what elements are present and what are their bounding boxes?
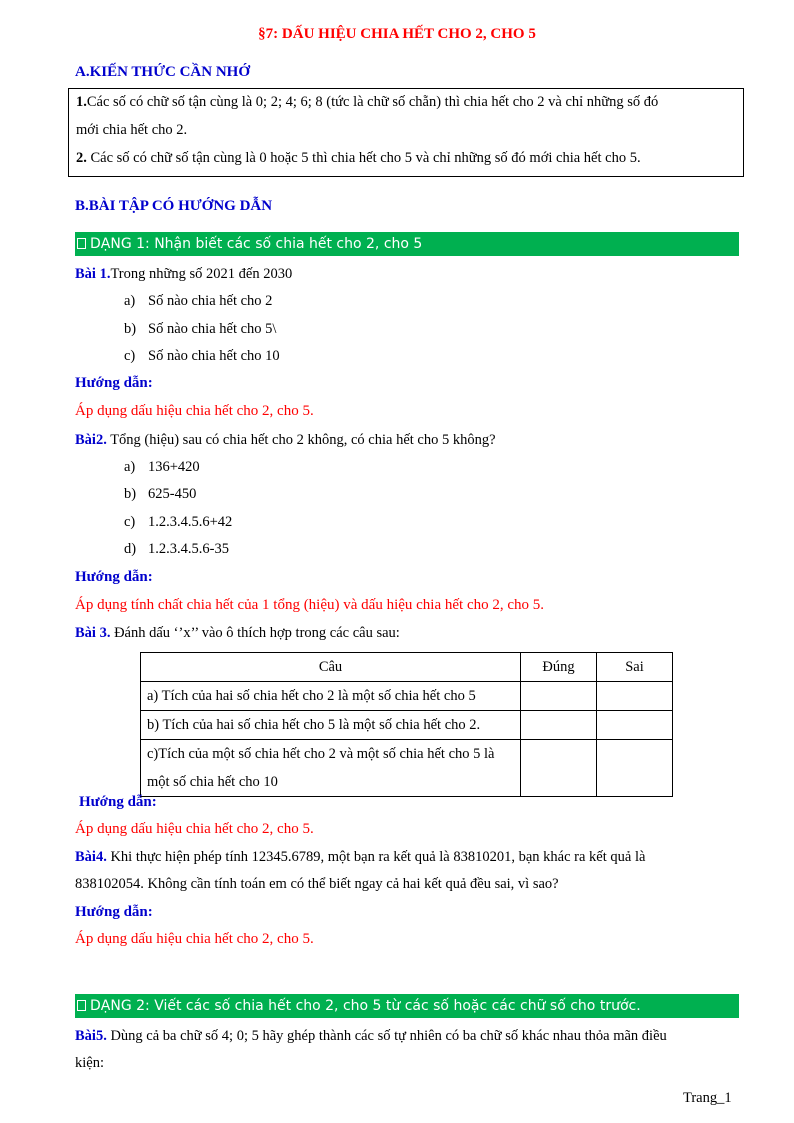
header-dung: Đúng <box>521 653 597 682</box>
knowledge-text-3: Các số có chữ số tận cùng là 0 hoặc 5 thì chia hết cho 5 và chỉ những số đó mới chia hết cho 5. <box>86 150 641 166</box>
item-text: Số nào chia hết cho 5\ <box>148 321 277 337</box>
answer-table <box>140 652 673 797</box>
item-label: b) <box>124 486 137 502</box>
row-question: a) Tích của hai số chia hết cho 2 là một số chia hết cho 5 <box>141 682 521 711</box>
table-row <box>141 682 673 711</box>
row-question: b) Tích của hai số chia hết cho 5 là một số chia hết cho 2. <box>141 711 521 740</box>
dang1-bar <box>75 232 739 256</box>
bai1-text: Trong những số 2021 đến 2030 <box>110 266 293 282</box>
header-cau: Câu <box>141 653 521 682</box>
table-header-row <box>141 653 673 682</box>
dang1-label: DẠNG 1: Nhận biết các số chia hết cho 2, cho 5 <box>90 236 423 252</box>
bai3-prompt <box>75 625 400 642</box>
bai5-text-2: kiện: <box>75 1055 104 1071</box>
row-question-line1: c)Tích của một số chia hết cho 2 và một số chia hết cho 5 là <box>147 746 495 762</box>
bai5-prompt <box>75 1028 667 1045</box>
bai2-number: Bài2. <box>75 432 107 448</box>
row-sai-cell[interactable] <box>597 740 673 797</box>
section-a-heading: A.KIẾN THỨC CẦN NHỚ <box>75 64 251 80</box>
item-text: Số nào chia hết cho 2 <box>148 293 273 309</box>
bai1-item-c <box>124 348 280 365</box>
row-dung-cell[interactable] <box>521 711 597 740</box>
item-label: a) <box>124 459 136 475</box>
bai4-prompt <box>75 849 645 866</box>
checkbox-square-icon <box>77 238 86 249</box>
knowledge-text-1: Các số có chữ số tận cùng là 0; 2; 4; 6; 8 (tức là chữ số chẵn) thì chia hết cho 2 và chỉ những số đó <box>86 94 659 110</box>
item-text: 136+420 <box>148 459 200 475</box>
item-label: d) <box>124 541 137 557</box>
page-title: §7: DẤU HIỆU CHIA HẾT CHO 2, CHO 5 <box>258 26 536 42</box>
bai3-answer: Áp dụng dấu hiệu chia hết cho 2, cho 5. <box>75 821 314 837</box>
row-dung-cell[interactable] <box>521 740 597 797</box>
bai4-text-2: 838102054. Không cần tính toán em có thể biết ngay cả hai kết quả đều sai, vì sao? <box>75 876 559 892</box>
row-sai-cell[interactable] <box>597 682 673 711</box>
knowledge-num-2: 2. <box>76 150 87 166</box>
item-label: c) <box>124 348 136 364</box>
bai2-text: Tổng (hiệu) sau có chia hết cho 2 không, có chia hết cho 5 không? <box>106 432 496 448</box>
table-row <box>141 740 673 797</box>
bai2-item-d <box>124 541 229 558</box>
bai1-answer: Áp dụng dấu hiệu chia hết cho 2, cho 5. <box>75 403 314 419</box>
knowledge-line-3 <box>76 150 641 167</box>
row-question <box>141 740 521 797</box>
item-text: Số nào chia hết cho 10 <box>148 348 280 364</box>
bai1-item-a <box>124 293 272 310</box>
item-text: 1.2.3.4.5.6-35 <box>148 541 229 557</box>
knowledge-line-1 <box>76 94 658 111</box>
item-text: 1.2.3.4.5.6+42 <box>148 514 233 530</box>
row-question-line2: một số chia hết cho 10 <box>147 774 278 790</box>
item-label: b) <box>124 321 137 337</box>
item-label: c) <box>124 514 136 530</box>
bai2-item-c <box>124 514 232 531</box>
knowledge-num-1: 1. <box>76 94 87 110</box>
bai4-answer: Áp dụng dấu hiệu chia hết cho 2, cho 5. <box>75 931 314 947</box>
bai3-number: Bài 3. <box>75 625 111 641</box>
dang2-label: DẠNG 2: Viết các số chia hết cho 2, cho 5 từ các số hoặc các chữ số cho trước. <box>90 998 641 1014</box>
bai2-item-b <box>124 486 196 503</box>
table-row <box>141 711 673 740</box>
dang2-bar <box>75 994 739 1018</box>
page-number: Trang_1 <box>683 1090 732 1106</box>
knowledge-line-2: mới chia hết cho 2. <box>76 122 188 138</box>
checkbox-square-icon <box>77 1000 86 1011</box>
row-sai-cell[interactable] <box>597 711 673 740</box>
bai2-answer: Áp dụng tính chất chia hết của 1 tổng (hiệu) và dấu hiệu chia hết cho 2, cho 5. <box>75 597 545 613</box>
bai3-guide: Hướng dẫn: <box>79 794 157 810</box>
bai2-item-a <box>124 459 200 476</box>
row-dung-cell[interactable] <box>521 682 597 711</box>
bai2-prompt <box>75 432 496 449</box>
bai1-prompt <box>75 266 292 283</box>
header-sai: Sai <box>597 653 673 682</box>
bai1-number: Bài 1. <box>75 266 111 282</box>
bai4-guide: Hướng dẫn: <box>75 904 153 920</box>
bai1-item-b <box>124 321 276 338</box>
item-label: a) <box>124 293 136 309</box>
bai2-guide: Hướng dẫn: <box>75 569 153 585</box>
bai1-guide: Hướng dẫn: <box>75 375 153 391</box>
item-text: 625-450 <box>148 486 197 502</box>
knowledge-box <box>68 88 744 177</box>
bai5-number: Bài5. <box>75 1028 107 1044</box>
bai5-text-1: Dùng cả ba chữ số 4; 0; 5 hãy ghép thành các số tự nhiên có ba chữ số khác nhau thỏa mãn điều <box>106 1028 667 1044</box>
bai4-text-1: Khi thực hiện phép tính 12345.6789, một bạn ra kết quả là 83810201, bạn khác ra kết quả là <box>106 849 646 865</box>
bai3-text: Đánh dấu ‘’x’’ vào ô thích hợp trong các câu sau: <box>110 625 400 641</box>
bai4-number: Bài4. <box>75 849 107 865</box>
section-b-heading: B.BÀI TẬP CÓ HƯỚNG DẪN <box>75 198 273 214</box>
